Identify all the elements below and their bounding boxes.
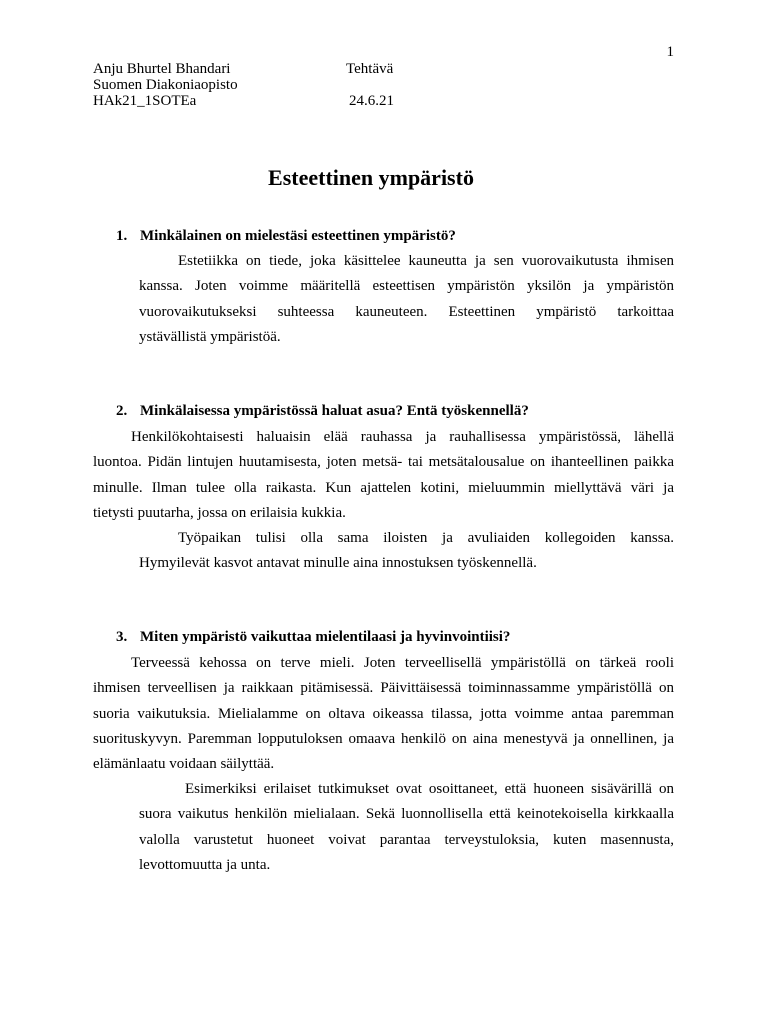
answer-line: Terveessä kehossa on terve mieli. Joten terveellisellä ympäristöllä on tärkeä rooli — [131, 655, 674, 671]
answer-line: suoria vaikutuksia. Mielialamme on oltava oikeassa tilassa, jotta voimme antaa paremman — [93, 705, 674, 722]
question-1 — [116, 228, 456, 245]
answer-line: Esimerkiksi erilaiset tutkimukset ovat osoittaneet, että huoneen sisävärillä on — [185, 781, 674, 797]
answer-line: elämänlaatu voidaan säilyttää. — [93, 756, 275, 773]
answer-line: ihmisen terveellisen ja raikkaan pitämisessä. Päivittäisessä toiminnassamme ympäristöllä on — [93, 680, 674, 697]
question-number: 3. — [116, 629, 128, 645]
answer-2-paragraph-2 — [139, 526, 674, 577]
answer-3-paragraph-1 — [93, 651, 674, 777]
answer-line: luontoa. Pidän lintujen huutamisesta, joten metsä- tai metsätalousalue on ihanteellinen paikka — [93, 454, 674, 471]
answer-line: minulle. Ilman tulee olla raikasta. Kun ajattelen kotini, mieluummin miellyttävä väri ja — [93, 479, 674, 496]
answer-line: levottomuutta ja unta. — [139, 856, 271, 873]
answer-3-paragraph-2 — [139, 777, 674, 878]
answer-line: suorituskyvyn. Paremman lopputuloksen omaava henkilö on aina menestyvä ja onnellinen, ja — [93, 730, 674, 747]
question-3 — [116, 629, 510, 646]
answer-1 — [139, 249, 674, 350]
answer-line: Työpaikan tulisi olla sama iloisten ja avuliaiden kollegoiden kanssa. — [178, 530, 674, 546]
question-text: Minkälaisessa ympäristössä haluat asua? Entä työskennellä? — [140, 403, 529, 419]
question-number: 1. — [116, 228, 128, 244]
answer-line: valolla varustetut huoneet voivat parantaa terveystuloksia, kuten masennusta, — [139, 831, 674, 848]
question-number: 2. — [116, 403, 128, 419]
question-text: Miten ympäristö vaikuttaa mielentilaasi ja hyvinvointiisi? — [140, 629, 511, 645]
page-number: 1 — [666, 44, 674, 60]
document-title: Esteettinen ympäristö — [268, 165, 474, 190]
organization-name: Suomen Diakoniaopisto — [93, 77, 238, 93]
question-2 — [116, 403, 529, 420]
author-name: Anju Bhurtel Bhandari — [93, 61, 231, 77]
date: 24.6.21 — [349, 93, 394, 109]
assignment-label: Tehtävä — [346, 61, 394, 77]
answer-line: ystävällistä ympäristöä. — [139, 328, 281, 345]
answer-line: Estetiikka on tiede, joka käsittelee kauneutta ja sen vuorovaikutusta ihmisen — [178, 253, 674, 269]
question-text: Minkälainen on mielestäsi esteettinen ympäristö? — [140, 228, 456, 244]
answer-line: suora vaikutus henkilön mielialaan. Sekä luonnollisella että keinotekoisella kirkkaalla — [139, 806, 674, 823]
answer-line: Henkilökohtaisesti haluaisin elää rauhassa ja rauhallisessa ympäristössä, lähellä — [131, 429, 674, 445]
answer-line: tietysti puutarha, jossa on erilaisia kukkia. — [93, 504, 346, 521]
group-code: HAk21_1SOTEa — [93, 93, 197, 109]
answer-2-paragraph-1 — [93, 425, 674, 526]
answer-line: vuorovaikutukseksi suhteessa kauneuteen. Esteettinen ympäristö tarkoittaa — [139, 303, 674, 320]
answer-line: Hymyilevät kasvot antavat minulle aina innostuksen työskennellä. — [139, 555, 537, 572]
answer-line: kanssa. Joten voimme määritellä esteettisen ympäristön yksilön ja ympäristön — [139, 278, 674, 295]
